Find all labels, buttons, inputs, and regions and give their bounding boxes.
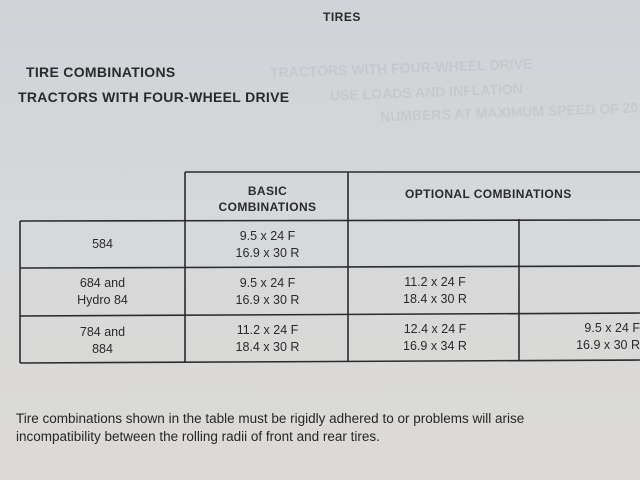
model-name: 584 [92, 237, 113, 251]
header-optional-combinations: OPTIONAL COMBINATIONS [405, 187, 572, 201]
footnote-line: Tire combinations shown in the table must be rigidly adhered to or problems will arise [16, 411, 525, 426]
model-name: Hydro 84 [77, 293, 128, 307]
front-tire: 9.5 x 24 F [584, 321, 640, 335]
model-name: 684 and [79, 276, 126, 290]
front-tire: 11.2 x 24 F [236, 323, 299, 337]
rear-tire: 16.9 x 30 R [235, 293, 300, 307]
rear-tire: 16.9 x 34 R [403, 339, 467, 353]
table-footnote [16, 410, 524, 446]
page-header: TIRES [323, 10, 361, 24]
footnote-line: incompatibility between the rolling radii of front and rear tires. [16, 429, 380, 444]
rear-tire: 16.9 x 30 R [576, 338, 640, 352]
header-basic-combinations: BASIC COMBINATIONS [218, 184, 317, 214]
model-name: 784 and [79, 325, 126, 339]
rear-tire: 18.4 x 30 R [403, 292, 467, 306]
rear-tire: 16.9 x 30 R [235, 246, 300, 260]
front-tire: 9.5 x 24 F [239, 229, 296, 243]
front-tire: 12.4 x 24 F [403, 322, 467, 336]
model-name: 884 [92, 342, 113, 356]
section-subtitle: TRACTORS WITH FOUR-WHEEL DRIVE [18, 89, 290, 105]
rear-tire: 18.4 x 30 R [235, 340, 300, 354]
front-tire: 11.2 x 24 F [404, 275, 466, 289]
front-tire: 9.5 x 24 F [239, 276, 296, 290]
section-title: TIRE COMBINATIONS [26, 64, 176, 80]
